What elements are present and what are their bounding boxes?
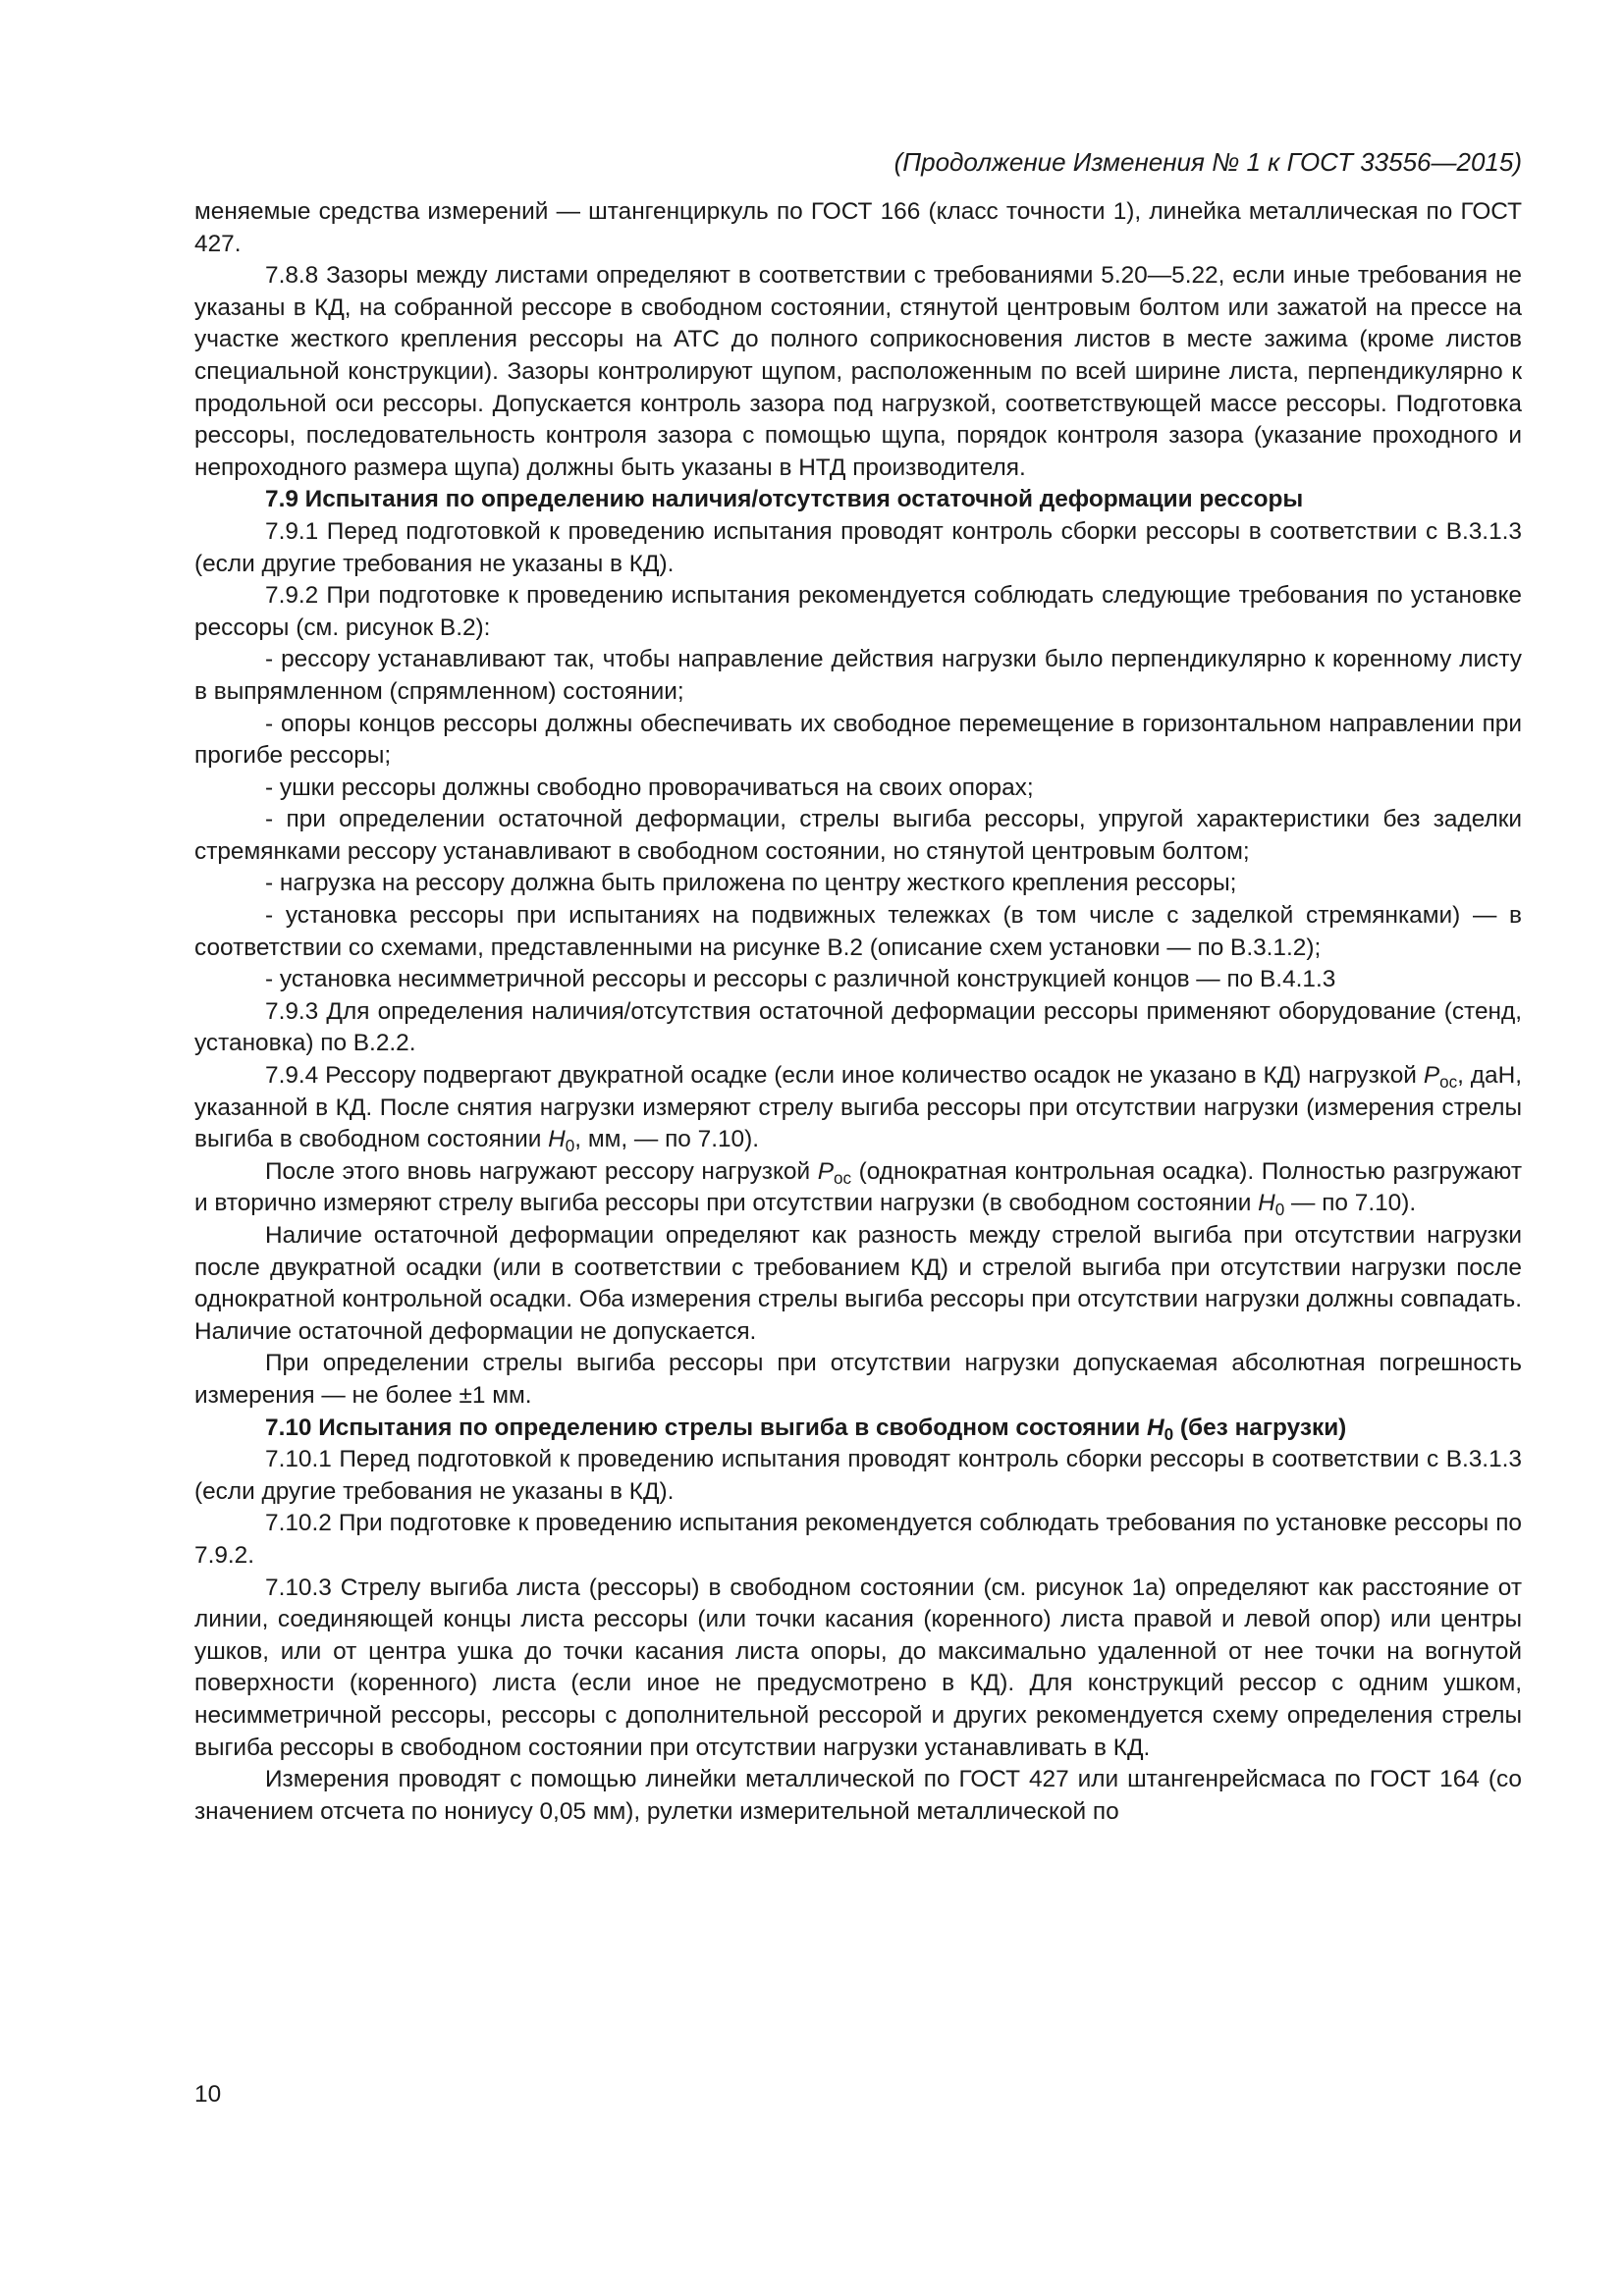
text-run: Измерения проводят с помощью линейки металлической по ГОСТ 427 или штангенрейсмаса по ГОСТ 164 (со значением отсчета по нониусу 0,05 мм), рулетки измерительной металлической по [194,1766,1522,1825]
text-run: - при определении остаточной деформации, стрелы выгиба рессоры, упругой характеристики без заделки стремянками рессору устанавливают в свободном состоянии, но стянутой центровым болтом; [194,806,1522,865]
paragraph [194,804,1522,868]
paragraph [194,964,1522,996]
text-run: 7.10.3 Стрелу выгиба листа (рессоры) в свободном состоянии (см. рисунок 1а) определяют как расстояние от линии, соединяющей концы листа рессоры (или точки касания (коренного) листа правой и левой опор) или центры ушков, или от центра ушка до точки касания листа опоры, до максимально удаленной от нее точки на вогнутой поверхности (коренного) листа (если иное не предусмотрено в КД). Для конструкций рессор с одним ушком, несимметричной рессоры, рессоры с дополнительной рессорой и других рекомендуется схему определения стрелы выгиба рессоры в свободном состоянии при отсутствии нагрузки устанавливать в КД. [194,1574,1522,1761]
paragraph [194,868,1522,900]
text-run: 7.9.4 Рессору подвергают двукратной осадке (если иное количество осадок не указано в КД) нагрузкой [265,1062,1424,1090]
italic-symbol: H [548,1126,566,1153]
text-run: - нагрузка на рессору должна быть приложена по центру жесткого крепления рессоры; [265,870,1237,897]
page-header: (Продолжение Изменения № 1 к ГОСТ 33556—2015) [893,147,1522,177]
paragraph [194,1156,1522,1220]
paragraph [194,1764,1522,1828]
text-run: 7.10 Испытания по определению стрелы выгиба в свободном состоянии [265,1414,1148,1441]
text-run: меняемые средства измерений — штангенциркуль по ГОСТ 166 (класс точности 1), линейка металлическая по ГОСТ 427. [194,198,1522,257]
document-page [194,145,1522,1828]
section-heading [194,484,1522,516]
text-run: — по 7.10). [1284,1190,1417,1217]
paragraph [194,1060,1522,1156]
text-run: - установка несимметричной рессоры и рессоры с различной конструкцией концов — по В.4.1.3 [265,966,1336,993]
text-run: - рессору устанавливают так, чтобы направление действия нагрузки было перпендикулярно к коренному листу в выпрямленном (спрямленном) состоянии; [194,646,1522,705]
subscript-text: 0 [565,1137,575,1156]
document-body [194,196,1522,1828]
paragraph [194,1508,1522,1572]
paragraph [194,1220,1522,1348]
paragraph [194,644,1522,708]
paragraph [194,1348,1522,1412]
text-run: 7.8.8 Зазоры между листами определяют в соответствии с требованиями 5.20—5.22, если иные требования не указаны в КД, на собранной рессоре в свободном состоянии, стянутой центровым болтом или зажатой на прессе на участке жесткого крепления рессоры на АТС до полного соприкосновения листов в месте зажима (кроме листов специальной конструкции). Зазоры контролируют щупом, расположенным по всей ширине листа, перпендикулярно к продольной оси рессоры. Допускается контроль зазора под нагрузкой, соответствующей массе рессоры. Подготовка рессоры, последовательность контроля зазора с помощью щупа, порядок контроля зазора (указание проходного и непроходного размера щупа) должны быть указаны в НТД производителя. [194,262,1522,481]
text-run: 7.9.3 Для определения наличия/отсутствия остаточной деформации рессоры применяют оборудование (стенд, установка) по В.2.2. [194,997,1522,1057]
text-run: - ушки рессоры должны свободно проворачиваться на своих опорах; [265,774,1034,801]
paragraph [194,773,1522,805]
subscript-text: 0 [1274,1201,1285,1220]
italic-symbol: H [1258,1190,1275,1217]
text-run: - опоры концов рессоры должны обеспечивать их свободное перемещение в горизонтальном направлении при прогибе рессоры; [194,710,1522,770]
section-heading [194,1413,1522,1445]
italic-symbol: P [817,1157,834,1185]
paragraph [194,900,1522,964]
text-run: , мм, — по 7.10). [574,1126,760,1153]
paragraph [194,196,1522,260]
subscript-text: 0 [1164,1424,1174,1444]
text-run: 7.9 Испытания по определению наличия/отсутствия остаточной деформации рессоры [265,486,1304,513]
italic-symbol: H [1147,1414,1164,1441]
paragraph [194,709,1522,773]
paragraph [194,1573,1522,1765]
paragraph [194,516,1522,580]
text-run: После этого вновь нагружают рессору нагрузкой [265,1157,818,1185]
paragraph [194,996,1522,1060]
paragraph [194,580,1522,644]
text-run: Наличие остаточной деформации определяют как разность между стрелой выгиба при отсутствии нагрузки после двукратной осадки (или в соответствии с требованием КД) и стрелой выгиба при отсутствии нагрузки после однократной контрольной осадки. Оба измерения стрелы выгиба рессоры при отсутствии нагрузки должны совпадать. Наличие остаточной деформации не допускается. [194,1222,1522,1345]
page-number: 10 [194,2081,222,2108]
text-run: 7.10.2 При подготовке к проведению испытания рекомендуется соблюдать требования по установке рессоры по 7.9.2. [194,1510,1522,1569]
paragraph [194,1444,1522,1508]
text-run: При определении стрелы выгиба рессоры при отсутствии нагрузки допускаемая абсолютная погрешность измерения — не более ±1 мм. [194,1350,1522,1409]
italic-symbol: P [1423,1062,1440,1090]
text-run: 7.9.1 Перед подготовкой к проведению испытания проводят контроль сборки рессоры в соответствии с В.3.1.3 (если другие требования не указаны в КД). [194,517,1522,577]
text-run: (без нагрузки) [1173,1414,1347,1441]
paragraph [194,260,1522,484]
text-run: 7.10.1 Перед подготовкой к проведению испытания проводят контроль сборки рессоры в соответствии с В.3.1.3 (если другие требования не указаны в КД). [194,1446,1522,1505]
text-run: (однократная контрольная осадка). Полностью разгружают и вторично измеряют стрелу выгиба рессоры при отсутствии нагрузки (в свободном состоянии [194,1157,1522,1217]
text-run: 7.9.2 При подготовке к проведению испытания рекомендуется соблюдать следующие требования по установке рессоры (см. рисунок В.2): [194,582,1522,641]
text-run: , даН, указанной в КД. После снятия нагрузки измеряют стрелу выгиба рессоры при отсутствии нагрузки (измерения стрелы выгиба в свободном состоянии [194,1062,1522,1153]
subscript-text: ос [834,1168,852,1188]
subscript-text: ос [1439,1073,1458,1093]
text-run: - установка рессоры при испытаниях на подвижных тележках (в том числе с заделкой стремянками) — в соответствии со схемами, представленными на рисунке В.2 (описание схем установки — по В.3.1.2); [194,902,1522,961]
